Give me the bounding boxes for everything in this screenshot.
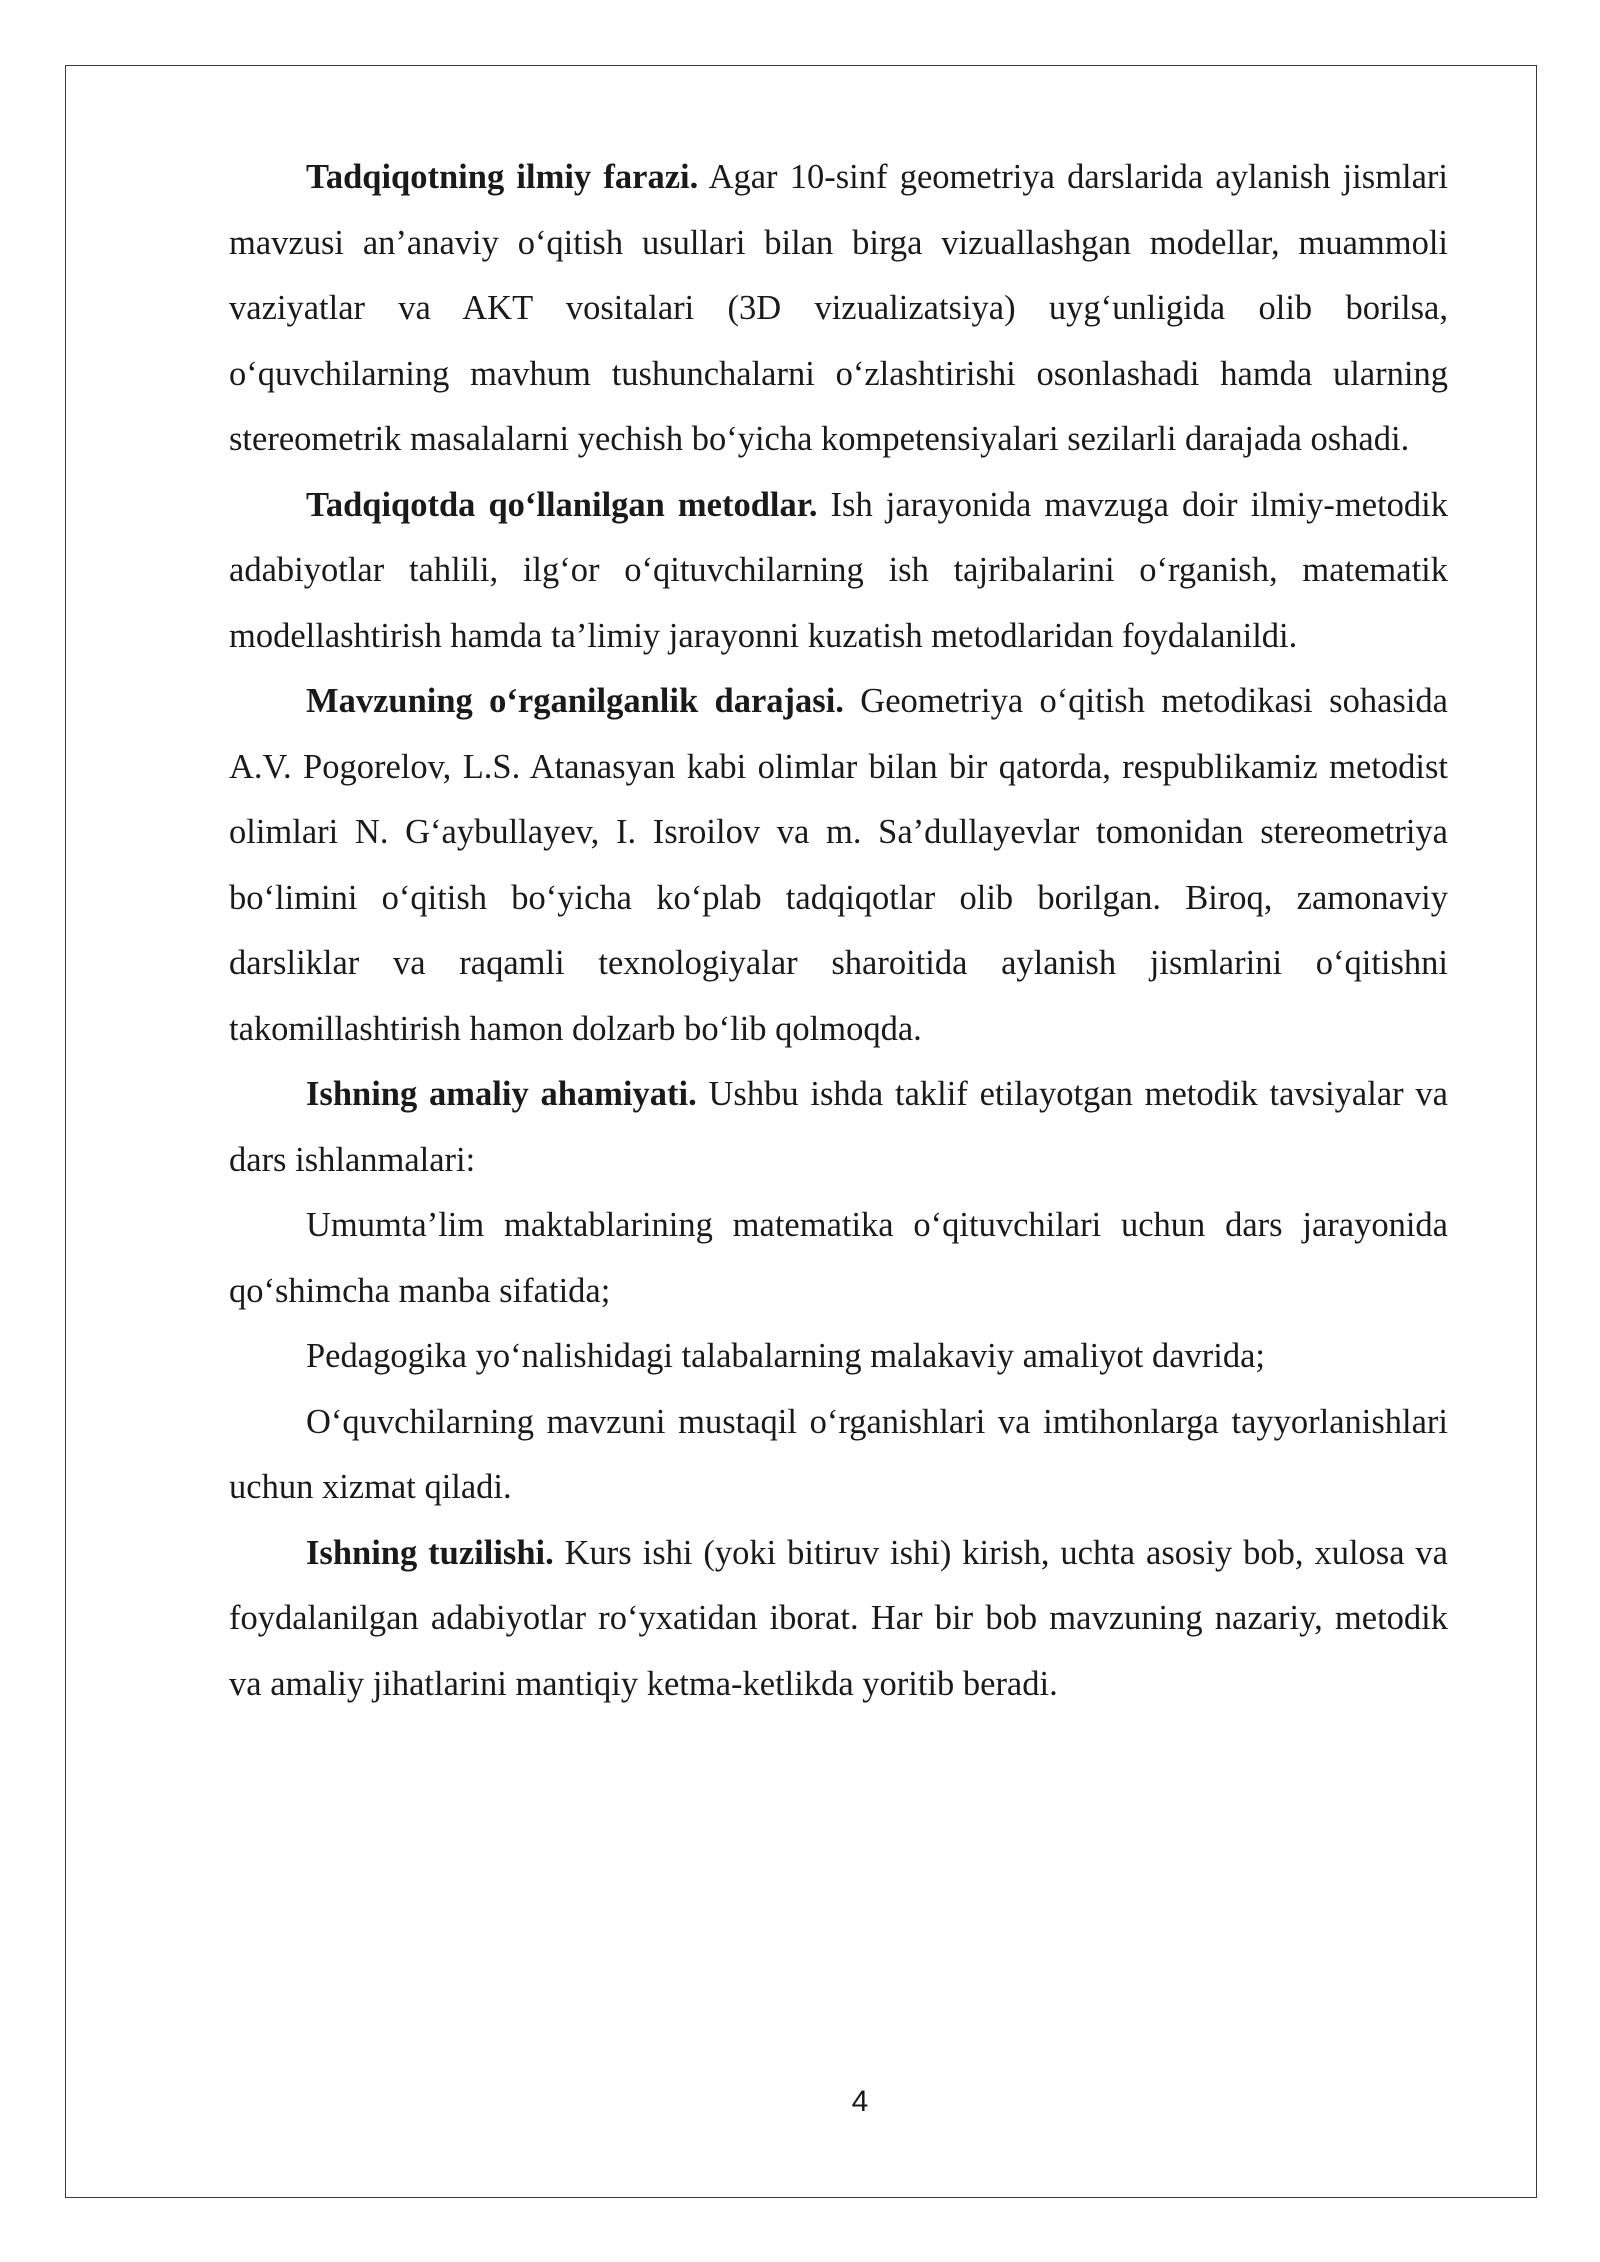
paragraph-text: Agar 10-sinf geometriya darslarida aylanish jismlari mavzusi an’anaviy o‘qitish usullari bilan birga vizuallashgan modellar, muammoli vaziyatlar va AKT vositalari (3D vizualizatsiya) uyg‘unligida olib borilsa, o‘quvchilarning mavhum tushunchalarni o‘zlashtirishi osonlashadi hamda ularning stereometrik masalalarni yechish bo‘yicha kompetensiyalari sezilarli darajada oshadi. bbox=[229, 158, 1449, 458]
paragraph-heading: Ishning tuzilishi. bbox=[306, 1533, 554, 1572]
paragraph-text: Kurs ishi (yoki bitiruv ishi) kirish, uchta asosiy bob, xulosa va foydalanilgan adabiyotlar ro‘yxatidan iborat. Har bir bob mavzuning nazariy, metodik va amaliy jihatlarini mantiqiy ketma-ketlikda yoritib beradi. bbox=[229, 1533, 1448, 1703]
paragraph-hypothesis bbox=[229, 145, 1448, 473]
paragraph-text: Ushbu ishda taklif etilayotgan metodik tavsiyalar va dars ishlanmalari: bbox=[229, 1075, 1448, 1179]
paragraph-text: Pedagogika yo‘nalishidagi talabalarning malakaviy amaliyot davrida; bbox=[306, 1337, 1265, 1375]
paragraph-structure bbox=[229, 1521, 1448, 1718]
paragraph-methods bbox=[229, 473, 1448, 670]
paragraph-research-level bbox=[229, 669, 1448, 1062]
list-item-teachers bbox=[229, 1193, 1448, 1324]
paragraph-text: Umumta’lim maktablarining matematika o‘qituvchilari uchun dars jarayonida qo‘shimcha manba sifatida; bbox=[229, 1206, 1448, 1310]
paragraph-heading: Tadqiqotda qo‘llanilgan metodlar. bbox=[306, 485, 818, 524]
paragraph-heading: Mavzuning o‘rganilganlik darajasi. bbox=[306, 682, 844, 720]
page-number: 4 bbox=[851, 2085, 869, 2118]
paragraph-heading: Tadqiqotning ilmiy farazi. bbox=[306, 158, 699, 196]
document-body bbox=[229, 145, 1448, 1717]
paragraph-text: Geometriya o‘qitish metodikasi sohasida A.V. Pogorelov, L.S. Atanasyan kabi olimlar bilan bir qatorda, respublikamiz metodist olimlari N. G‘aybullayev, I. Isroilov va m. Sa’dullayevlar tomonidan stereometriya bo‘limini o‘qitish bo‘yicha ko‘plab tadqiqotlar olib borilgan. Biroq, zamonaviy darsliklar va raqamli texnologiyalar sharoitida aylanish jismlarini o‘qitishni takomillashtirish hamon dolzarb bo‘lib qolmoqda. bbox=[229, 682, 1448, 1048]
paragraph-text: Ish jarayonida mavzuga doir ilmiy-metodik adabiyotlar tahlili, ilg‘or o‘qituvchilarning ish tajribalarini o‘rganish, matematik modellashtirish hamda ta’limiy jarayonni kuzatish metodlaridan foydalanildi. bbox=[229, 485, 1448, 655]
list-item-pupils bbox=[229, 1390, 1448, 1521]
paragraph-heading: Ishning amaliy ahamiyati. bbox=[306, 1075, 697, 1113]
paragraph-text: O‘quvchilarning mavzuni mustaqil o‘rganishlari va imtihonlarga tayyorlanishlari uchun xizmat qiladi. bbox=[229, 1402, 1448, 1506]
list-item-students-practice bbox=[229, 1324, 1448, 1390]
paragraph-practical-value bbox=[229, 1062, 1448, 1193]
